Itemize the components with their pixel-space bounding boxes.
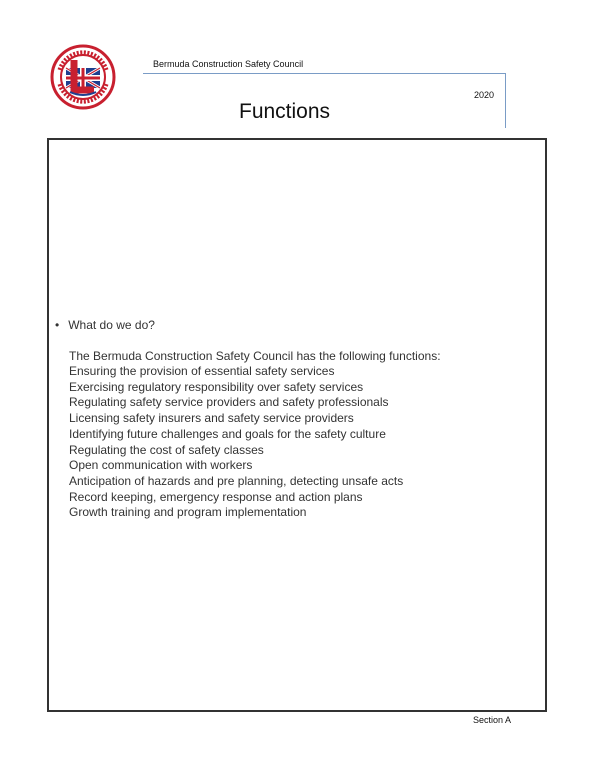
question-bullet xyxy=(55,318,155,332)
list-item: Anticipation of hazards and pre planning, detecting unsafe acts xyxy=(69,473,404,488)
functions-list xyxy=(69,364,403,521)
bcsc-seal-icon xyxy=(50,44,116,110)
page-title: Functions xyxy=(239,100,331,123)
list-item: Exercising regulatory responsibility over safety services xyxy=(69,379,364,394)
list-item: Regulating safety service providers and safety professionals xyxy=(69,395,389,410)
list-item: Growth training and program implementation xyxy=(69,505,307,520)
question-text: What do we do? xyxy=(68,318,155,332)
functions-intro: The Bermuda Construction Safety Council has the following functions: xyxy=(69,349,441,363)
list-item: Licensing safety insurers and safety service providers xyxy=(69,411,354,426)
list-item: Identifying future challenges and goals for the safety culture xyxy=(69,426,386,441)
bullet-icon: • xyxy=(55,318,60,332)
section-label: Section A xyxy=(473,715,512,725)
list-item: Regulating the cost of safety classes xyxy=(69,442,264,457)
header-divider xyxy=(143,73,505,74)
document-year: 2020 xyxy=(474,90,495,100)
list-item: Record keeping, emergency response and action plans xyxy=(69,489,363,504)
list-item: Open communication with workers xyxy=(69,458,253,473)
header-vertical-divider xyxy=(505,73,506,128)
organization-name: Bermuda Construction Safety Council xyxy=(153,59,304,69)
list-item: Ensuring the provision of essential safety services xyxy=(69,364,335,378)
